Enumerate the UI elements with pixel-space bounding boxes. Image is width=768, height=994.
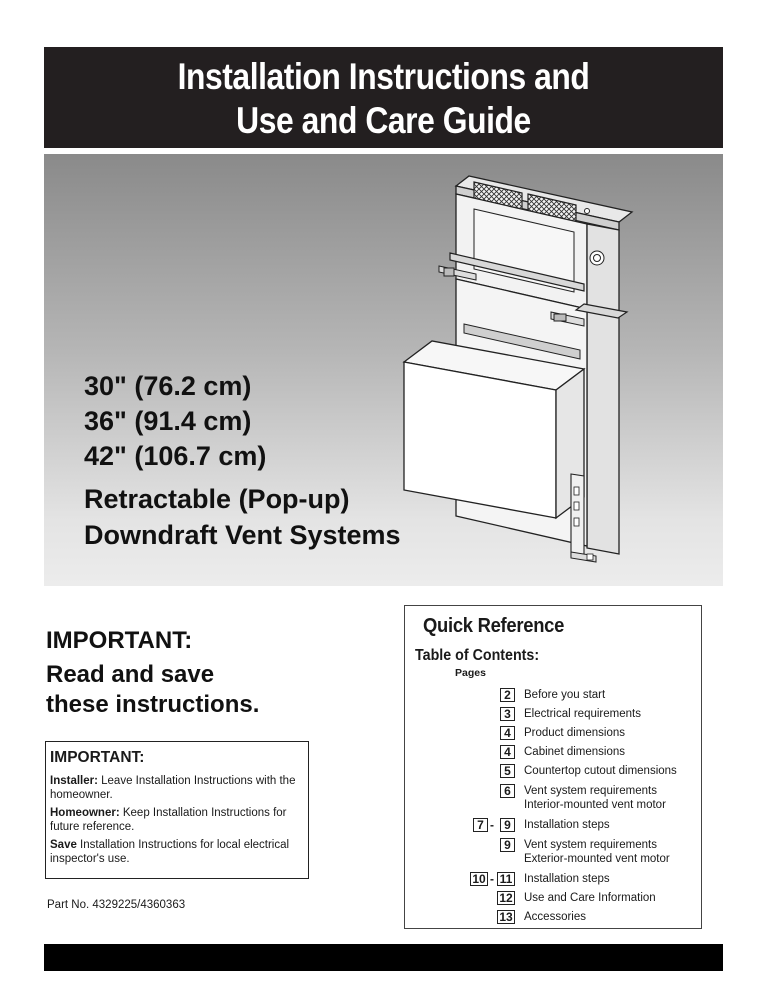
toc-description: Installation steps: [524, 819, 610, 831]
important-notice-box: [45, 741, 309, 879]
notice-homeowner: Homeowner: Keep Installation Instructions for future reference.: [50, 807, 287, 833]
toc-description: Electrical requirements: [524, 708, 641, 720]
toc-page-box: 3: [500, 707, 515, 721]
toc-page-from-box: 7: [473, 818, 488, 832]
important-label: IMPORTANT:: [46, 627, 193, 654]
toc-label: Table of Contents:: [415, 647, 540, 664]
quick-reference-title: Quick Reference: [423, 615, 565, 637]
subtitle-line-1: Retractable (Pop-up): [84, 484, 350, 514]
toc-page-box: 9: [500, 838, 515, 852]
size-30: 30" (76.2 cm): [84, 371, 252, 401]
toc-page-box: 11: [497, 872, 515, 886]
toc-page-box: 2: [500, 688, 515, 702]
quick-reference-box: [404, 605, 702, 929]
product-subtitle: [84, 481, 401, 553]
footer-bar: [44, 944, 723, 971]
toc-page-from-box: 10: [470, 872, 488, 886]
toc-description: Accessories: [524, 911, 586, 923]
toc-page-box: 13: [497, 910, 515, 924]
title-banner: [44, 47, 723, 148]
toc-page-box: 6: [500, 784, 515, 798]
toc-description: Vent system requirements Exterior-mounted vent motor: [524, 839, 670, 865]
toc-page-box: 12: [497, 891, 515, 905]
toc-description: Countertop cutout dimensions: [524, 765, 677, 777]
toc-description: Cabinet dimensions: [524, 746, 626, 758]
toc-description: Use and Care Information: [524, 892, 656, 904]
subtitle-line-2: Downdraft Vent Systems: [84, 520, 401, 550]
size-42: 42" (106.7 cm): [84, 441, 267, 471]
title-line-1: Installation Instructions and: [177, 56, 590, 97]
notice-save: Save Installation Instructions for local electrical inspector's use.: [50, 839, 290, 865]
toc-page-box: 4: [500, 745, 515, 759]
toc-description: Installation steps: [524, 873, 610, 885]
toc-range-dash: -: [490, 818, 494, 832]
toc-description: Product dimensions: [524, 727, 625, 739]
hero-panel: [44, 154, 723, 586]
important-heading: [46, 626, 286, 720]
toc-description: Before you start: [524, 689, 606, 701]
notice-installer: Installer: Leave Installation Instructions with the homeowner.: [50, 775, 296, 801]
notice-heading: IMPORTANT:: [50, 749, 145, 766]
pages-label: Pages: [455, 667, 486, 679]
part-number: Part No. 4329225/4360363: [47, 899, 186, 911]
size-list: [84, 369, 266, 474]
toc-description: Vent system requirements Interior-mounted vent motor: [524, 785, 666, 811]
read-save-line-2: these instructions.: [46, 691, 260, 718]
size-36: 36" (91.4 cm): [84, 406, 252, 436]
title-line-2: Use and Care Guide: [236, 100, 531, 141]
toc-page-box: 4: [500, 726, 515, 740]
toc-page-box: 9: [500, 818, 515, 832]
read-save-line-1: Read and save: [46, 661, 215, 688]
toc-range-dash: -: [490, 872, 494, 886]
toc-page-box: 5: [500, 764, 515, 778]
